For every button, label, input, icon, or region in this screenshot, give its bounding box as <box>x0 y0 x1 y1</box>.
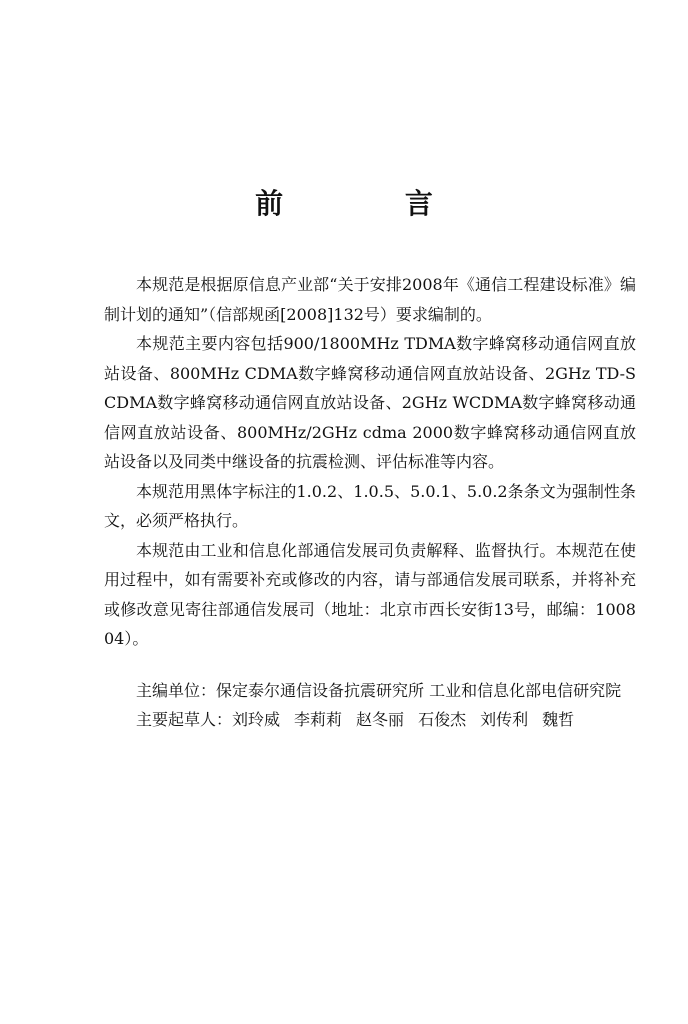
drafter-name: 石俊杰 <box>418 710 467 729</box>
drafter-name: 刘传利 <box>480 710 529 729</box>
section-gap <box>104 654 636 676</box>
document-body <box>104 270 636 735</box>
paragraph-1: 本规范是根据原信息产业部“关于安排2008年《通信工程建设标准》编制计划的通知”（信部规函[2008]132号）要求编制的。 <box>104 275 636 324</box>
drafters-label: 主要起草人： <box>136 710 233 729</box>
drafter-name: 魏哲 <box>542 710 575 729</box>
editor-unit: 主编单位：保定泰尔通信设备抗震研究所 工业和信息化部电信研究院 <box>136 680 622 700</box>
paragraph-3: 本规范用黑体字标注的1.0.2、1.0.5、5.0.1、5.0.2条条文为强制性条文，必须严格执行。 <box>104 481 636 530</box>
paragraph-2: 本规范主要内容包括900/1800MHz TDMA数字蜂窝移动通信网直放站设备、800MHz CDMA数字蜂窝移动通信网直放站设备、2GHz TD-SCDMA数字蜂窝移动通信网直放站设备、2GHz WCDMA数字蜂窝移动通信网直放站设备、800MHz/2GHz cdma 2000数字蜂窝移动通信网直放站设备以及同类中继设备的抗震检测、评估标准等内容。 <box>104 334 636 471</box>
drafters-line <box>104 705 636 735</box>
drafter-name: 刘玲威 <box>232 710 281 729</box>
paragraph-4: 本规范由工业和信息化部通信发展司负责解释、监督执行。本规范在使用过程中，如有需要补充或修改的内容，请与部通信发展司联系，并将补充或修改意见寄往部通信发展司（地址：北京市西长安街13号，邮编：100804）。 <box>104 540 636 648</box>
drafter-name: 李莉莉 <box>294 710 343 729</box>
page-title: 前 言 <box>255 187 489 220</box>
drafter-name: 赵冬丽 <box>356 710 405 729</box>
